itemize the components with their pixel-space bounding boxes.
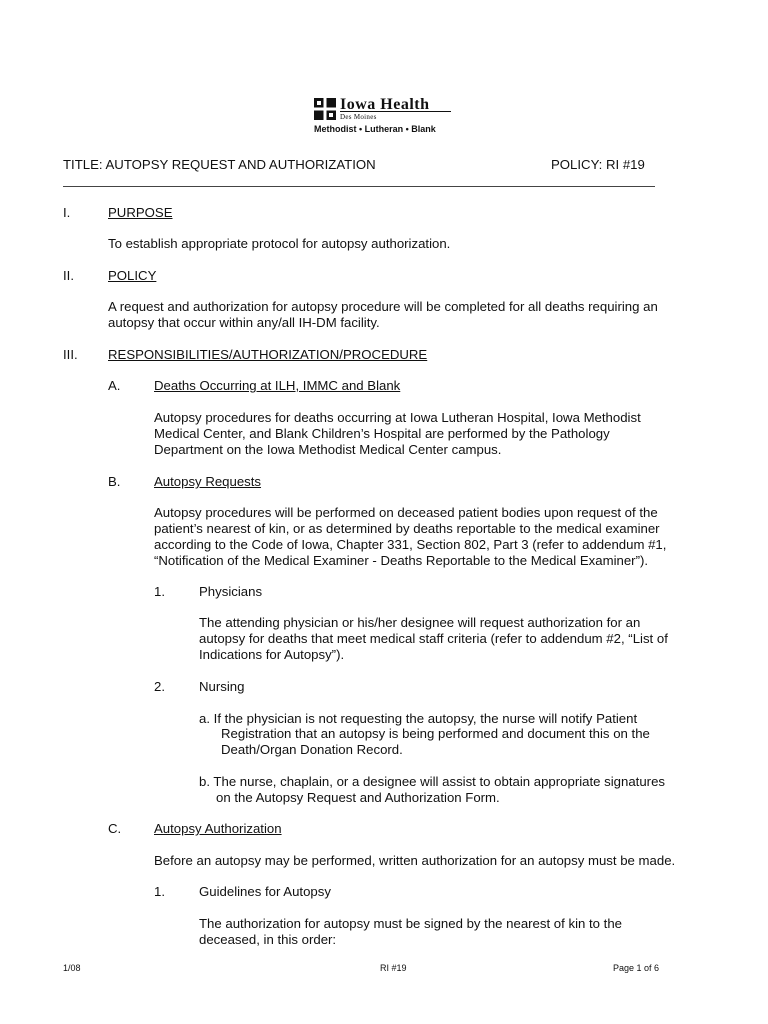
subsection-letter: B. xyxy=(108,474,121,489)
purpose-text: To establish appropriate protocol for autopsy authorization. xyxy=(108,236,451,251)
paragraph-line: patient’s nearest of kin, or as determined by deaths reportable to the medical examiner xyxy=(154,521,660,536)
policy-text-line: autopsy that occur within any/all IH-DM facility. xyxy=(108,315,380,330)
logo-subtitle: Des Moines xyxy=(340,113,377,121)
list-item-line: on the Autopsy Request and Authorization Form. xyxy=(216,790,500,805)
subsection-heading-requests: Autopsy Requests xyxy=(154,474,262,489)
subsection-letter: C. xyxy=(108,821,122,836)
footer-page-number: Page 1 of 6 xyxy=(613,963,660,973)
item-number: 1. xyxy=(154,584,165,599)
policy-number: POLICY: RI #19 xyxy=(551,157,645,172)
policy-text-line: A request and authorization for autopsy procedure will be completed for all deaths requiring an xyxy=(108,299,658,314)
paragraph-line: Department on the Iowa Methodist Medical Center campus. xyxy=(154,442,502,457)
paragraph-line: according to the Code of Iowa, Chapter 331, Section 802, Part 3 (refer to addendum #1, xyxy=(154,537,667,552)
paragraph-line: Medical Center, and Blank Children’s Hospital are performed by the Pathology xyxy=(154,426,610,441)
item-number: 1. xyxy=(154,884,165,899)
subsection-heading-deaths: Deaths Occurring at ILH, IMMC and Blank xyxy=(154,378,401,393)
paragraph-line: Indications for Autopsy”). xyxy=(199,647,345,662)
item-heading-guidelines: Guidelines for Autopsy xyxy=(199,884,331,899)
item-heading-nursing: Nursing xyxy=(199,679,245,694)
paragraph-line: Before an autopsy may be performed, written authorization for an autopsy must be made. xyxy=(154,853,676,868)
section-number: III. xyxy=(63,347,78,362)
paragraph-line: deceased, in this order: xyxy=(199,932,337,947)
section-heading-policy: POLICY xyxy=(108,268,157,283)
section-heading-purpose: PURPOSE xyxy=(108,205,173,220)
subsection-letter: A. xyxy=(108,378,121,393)
logo-tagline: Methodist • Lutheran • Blank xyxy=(314,124,436,134)
item-number: 2. xyxy=(154,679,165,694)
paragraph-line: Autopsy procedures will be performed on deceased patient bodies upon request of the xyxy=(154,505,658,520)
paragraph-line: Autopsy procedures for deaths occurring at Iowa Lutheran Hospital, Iowa Methodist xyxy=(154,410,641,425)
list-item-line: a. If the physician is not requesting the autopsy, the nurse will notify Patient xyxy=(199,711,638,726)
header-divider xyxy=(63,186,655,187)
iowa-health-logo xyxy=(314,96,464,138)
list-item-line: Death/Organ Donation Record. xyxy=(221,742,403,757)
section-number: II. xyxy=(63,268,74,283)
paragraph-line: The attending physician or his/her designee will request authorization for an xyxy=(199,615,641,630)
footer-policy: RI #19 xyxy=(380,963,407,973)
list-item-line: Registration that an autopsy is being performed and document this on the xyxy=(221,726,650,741)
paragraph-line: autopsy for deaths that meet medical staff criteria (refer to addendum #2, “List of xyxy=(199,631,668,646)
logo-rule xyxy=(340,111,451,112)
list-item-line: b. The nurse, chaplain, or a designee will assist to obtain appropriate signatures xyxy=(199,774,665,789)
cross-logo-icon xyxy=(314,98,336,120)
subsection-heading-authorization: Autopsy Authorization xyxy=(154,821,282,836)
paragraph-line: “Notification of the Medical Examiner - Deaths Reportable to the Medical Examiner”). xyxy=(154,553,649,568)
section-heading-responsibilities: RESPONSIBILITIES/AUTHORIZATION/PROCEDURE xyxy=(108,347,428,362)
document-title: TITLE: AUTOPSY REQUEST AND AUTHORIZATION xyxy=(63,157,376,172)
logo-title: Iowa Health xyxy=(340,96,430,113)
section-number: I. xyxy=(63,205,71,220)
item-heading-physicians: Physicians xyxy=(199,584,263,599)
paragraph-line: The authorization for autopsy must be signed by the nearest of kin to the xyxy=(199,916,622,931)
footer-date: 1/08 xyxy=(63,963,81,973)
